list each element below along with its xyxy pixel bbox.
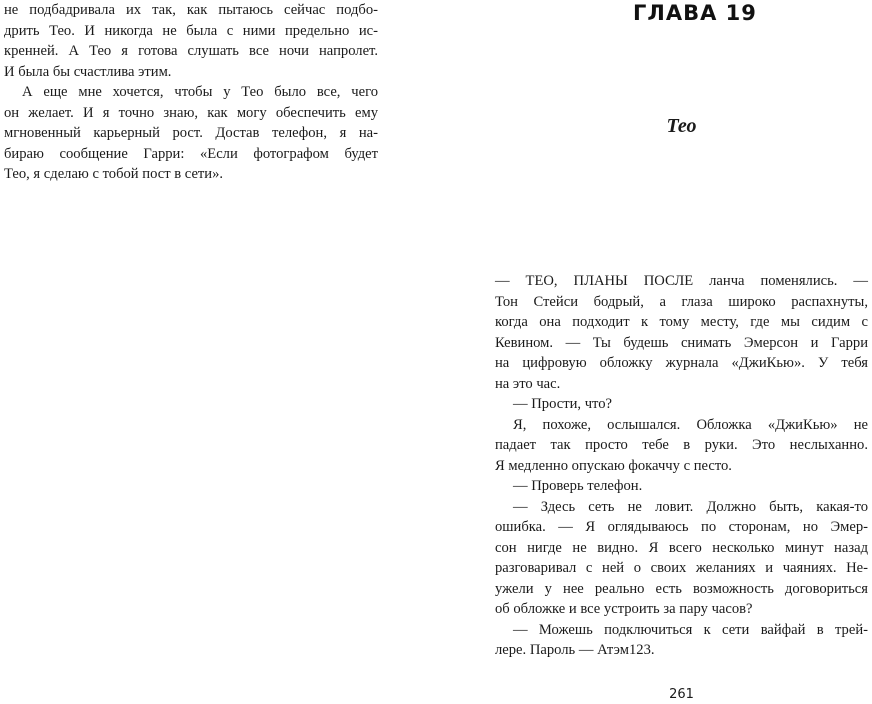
text-line: — Можешь подключиться к сети вайфай в трей-	[513, 621, 868, 638]
text-line: — Проверь телефон.	[513, 478, 643, 494]
text-line: он желает. И я точно знаю, как могу обеспечить ему	[4, 104, 378, 121]
text-line: на это час.	[495, 375, 561, 392]
text-line: бираю сообщение Гарри: «Если фотографом будет	[4, 145, 378, 162]
text-line: — Прости, что?	[513, 396, 612, 412]
text-line: когда она подходит к тому месту, где мы сидим с	[495, 314, 868, 330]
text-line: сон нигде не видно. Я всего несколько минут назад	[495, 539, 868, 556]
chapter-body	[495, 271, 868, 661]
text-line: ужели у нее реально есть возможность договориться	[495, 580, 868, 597]
right-page	[495, 0, 868, 704]
text-line: лере. Пароль — Атэм123.	[495, 642, 655, 658]
text-line: — ТЕО, ПЛАНЫ ПОСЛЕ ланча поменялись. —	[495, 273, 868, 289]
text-line: И была бы счастлива этим.	[4, 63, 172, 80]
text-line: на цифровую обложку журнала «ДжиКью». У тебя	[495, 355, 868, 371]
text-line: кренней. А Тео я готова слушать все ночи напролет.	[4, 43, 378, 59]
text-line: — Здесь сеть не ловит. Должно быть, какая-то	[513, 498, 868, 515]
page-number: 261	[669, 687, 694, 702]
chapter-name: Тео	[666, 115, 697, 137]
text-line: А еще мне хочется, чтобы у Тео было все, чего	[22, 84, 378, 100]
text-line: падает так просто тебе в руки. Это неслыханно.	[495, 437, 868, 453]
text-line: Я, похоже, ослышался. Обложка «ДжиКью» не	[513, 416, 868, 433]
text-line: Тео, я сделаю с тобой пост в сети».	[4, 166, 224, 182]
text-line: дрить Тео. И никогда не была с ними предельно ис-	[4, 22, 378, 39]
text-line: Я медленно опускаю фокаччу с песто.	[495, 457, 732, 474]
text-line: разговаривал с ней о своих желаниях и чаяниях. Не-	[495, 560, 868, 576]
text-line: об обложке и все устроить за пару часов?	[495, 601, 753, 617]
text-line: Тон Стейси бодрый, а глаза широко распахнуты,	[495, 293, 868, 310]
left-page	[4, 0, 378, 185]
text-line: ошибка. — Я оглядываюсь по сторонам, но Эмер-	[495, 519, 868, 535]
text-line: мгновенный карьерный рост. Достав телефон, я на-	[4, 125, 378, 141]
text-line: Кевином. — Ты будешь снимать Эмерсон и Гарри	[495, 334, 868, 351]
text-line: не подбадривала их так, как пытаюсь сейчас подбо-	[4, 2, 378, 18]
chapter-heading: ГЛАВА 19	[633, 1, 757, 25]
